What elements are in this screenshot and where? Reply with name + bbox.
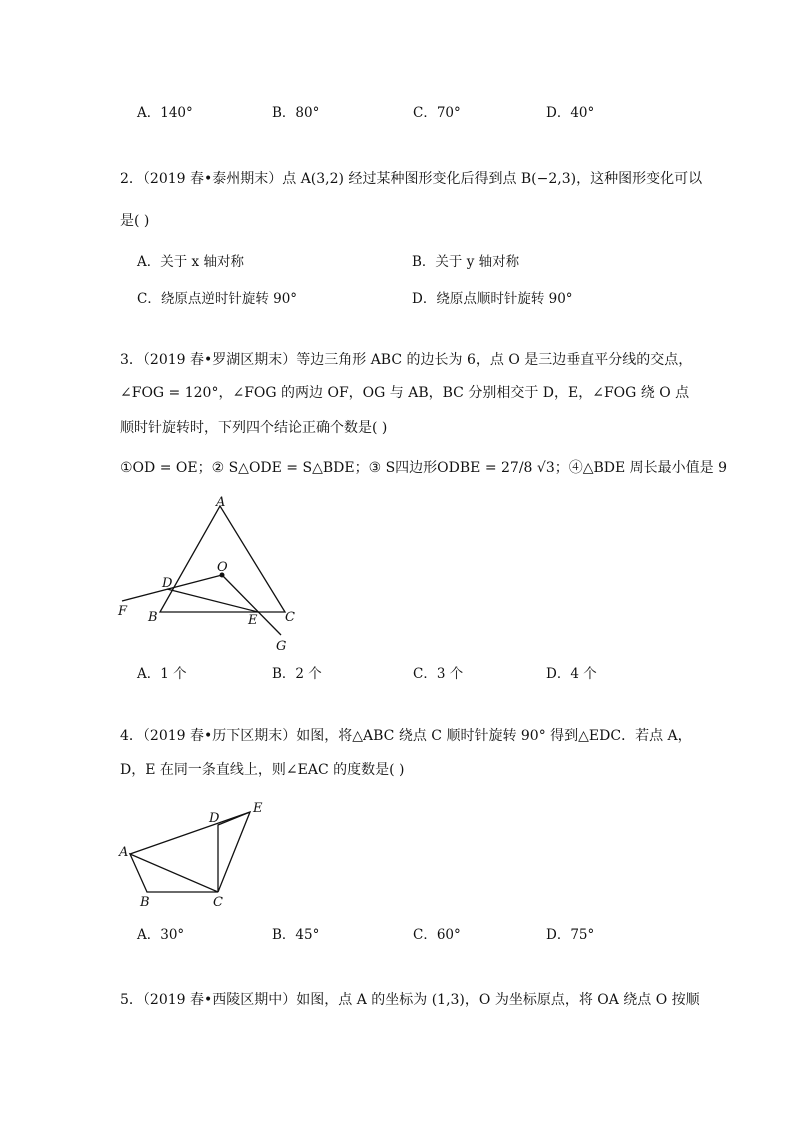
label-e: E	[253, 801, 263, 816]
q3-stem-line2: ∠FOG = 120°，∠FOG 的两边 OF，OG 与 AB，BC 分别相交于 D，E，∠FOG 绕 O 点	[120, 385, 690, 401]
q3-conclusions: ①OD = OE；② S△ODE = S△BDE；③ S四边形ODBE = 27/8 √3；④△BDE 周长最小值是 9	[120, 460, 728, 476]
q4-stem-line2: D，E 在同一条直线上，则∠EAC 的度数是( )	[120, 762, 405, 778]
line-ade	[130, 812, 250, 854]
label-c: C	[285, 610, 295, 625]
q3-option-d: D．4 个	[546, 666, 597, 682]
q3-stem-line1: 3．（2019 春•罗湖区期末）等边三角形 ABC 的边长为 6，点 O 是三边垂直平分线的交点，	[120, 352, 693, 368]
q3-option-b: B．2 个	[272, 666, 322, 682]
label-d: D	[209, 811, 220, 826]
q1-option-b: B．80°	[272, 105, 320, 121]
q1-option-d: D．40°	[546, 105, 595, 121]
q1-option-c: C．70°	[413, 105, 461, 121]
q3-option-a: A．1 个	[137, 666, 187, 682]
q2-option-d: D．绕原点顺时针旋转 90°	[412, 291, 573, 307]
q4-option-d: D．75°	[546, 927, 595, 943]
q2-stem-line1: 2．（2019 春•泰州期末）点 A(3,2) 经过某种图形变化后得到点 B(−2,3)，这种图形变化可以	[120, 171, 703, 187]
q4-stem-line1: 4．（2019 春•历下区期末）如图，将△ABC 绕点 C 顺时针旋转 90° 得到△EDC．若点 A，	[120, 728, 692, 744]
q4-option-a: A．30°	[137, 927, 185, 943]
q4-option-b: B．45°	[272, 927, 320, 943]
q3-option-c: C．3 个	[413, 666, 464, 682]
triangle-edc	[218, 812, 250, 892]
q2-option-a: A．关于 x 轴对称	[137, 254, 244, 270]
label-a: A	[216, 495, 226, 510]
q2-option-b: B．关于 y 轴对称	[412, 254, 520, 270]
triangle-abc	[130, 854, 218, 892]
label-o: O	[217, 560, 228, 575]
label-b: B	[140, 895, 150, 910]
q5-stem-line1: 5．（2019 春•西陵区期中）如图，点 A 的坐标为 (1,3)，O 为坐标原点，将 OA 绕点 O 按顺	[120, 992, 700, 1008]
q1-option-a: A．140°	[137, 105, 193, 121]
q2-stem-line2: 是( )	[120, 213, 150, 229]
label-f: F	[118, 604, 128, 619]
label-b: B	[148, 610, 158, 625]
label-e: E	[248, 613, 258, 628]
label-a: A	[119, 845, 129, 860]
label-d: D	[162, 576, 173, 591]
q4-option-c: C．60°	[413, 927, 461, 943]
label-c: C	[213, 895, 223, 910]
q2-option-c: C．绕原点逆时针旋转 90°	[137, 291, 298, 307]
label-g: G	[276, 639, 287, 654]
q3-stem-line3: 顺时针旋转时，下列四个结论正确个数是( )	[120, 420, 388, 436]
